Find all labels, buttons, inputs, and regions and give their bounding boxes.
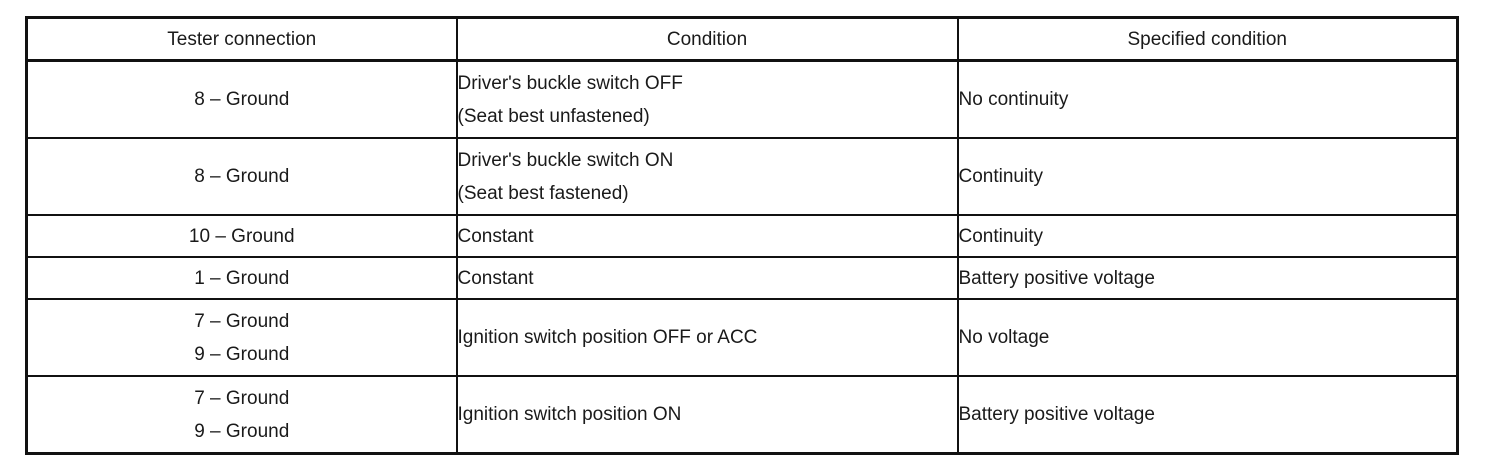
tester-connection-cell — [27, 299, 457, 376]
condition-cell — [457, 376, 958, 454]
tester-connection-cell — [27, 376, 457, 454]
tester-connection-text: 8 – Ground — [194, 166, 290, 187]
tester-connection-text: 7 – Ground — [194, 387, 290, 409]
condition-cell — [457, 257, 958, 299]
table-row — [27, 138, 1458, 215]
condition-text: Driver's buckle switch ON — [457, 149, 674, 171]
condition-note: (Seat best fastened) — [457, 182, 629, 204]
tester-connection-cell — [27, 257, 457, 299]
tester-connection-text: 1 – Ground — [194, 267, 290, 289]
tester-connection-cell — [27, 138, 457, 215]
specified-condition-cell: Battery positive voltage — [958, 257, 1458, 299]
header-condition: Condition — [457, 18, 958, 61]
tester-connection-text: 9 – Ground — [194, 343, 290, 365]
specified-condition-cell: Continuity — [958, 138, 1458, 215]
header-specified-condition: Specified condition — [958, 18, 1458, 61]
condition-text: Ignition switch position ON — [457, 404, 682, 425]
specified-condition-cell: Continuity — [958, 215, 1458, 257]
inspection-table — [25, 16, 1459, 455]
condition-note: (Seat best unfastened) — [457, 105, 650, 127]
table-row — [27, 61, 1458, 139]
tester-connection-cell — [27, 215, 457, 257]
header-tester-connection: Tester connection — [27, 18, 457, 61]
condition-text: Constant — [457, 225, 534, 247]
condition-text: Ignition switch position OFF or ACC — [457, 327, 758, 348]
tester-connection-cell — [27, 61, 457, 139]
condition-cell — [457, 138, 958, 215]
condition-cell — [457, 215, 958, 257]
specified-condition-cell: No voltage — [958, 299, 1458, 376]
condition-text: Driver's buckle switch OFF — [457, 72, 683, 94]
table-row — [27, 299, 1458, 376]
specified-condition-cell: No continuity — [958, 61, 1458, 139]
condition-text: Constant — [457, 267, 534, 289]
table-header-row — [27, 18, 1458, 61]
tester-connection-text: 10 – Ground — [188, 225, 295, 247]
tester-connection-text: 7 – Ground — [194, 310, 290, 332]
table-row — [27, 215, 1458, 257]
condition-cell — [457, 61, 958, 139]
tester-connection-text: 8 – Ground — [194, 89, 290, 110]
table-row — [27, 257, 1458, 299]
specified-condition-cell: Battery positive voltage — [958, 376, 1458, 454]
condition-cell — [457, 299, 958, 376]
tester-connection-text: 9 – Ground — [194, 420, 290, 442]
table-row — [27, 376, 1458, 454]
